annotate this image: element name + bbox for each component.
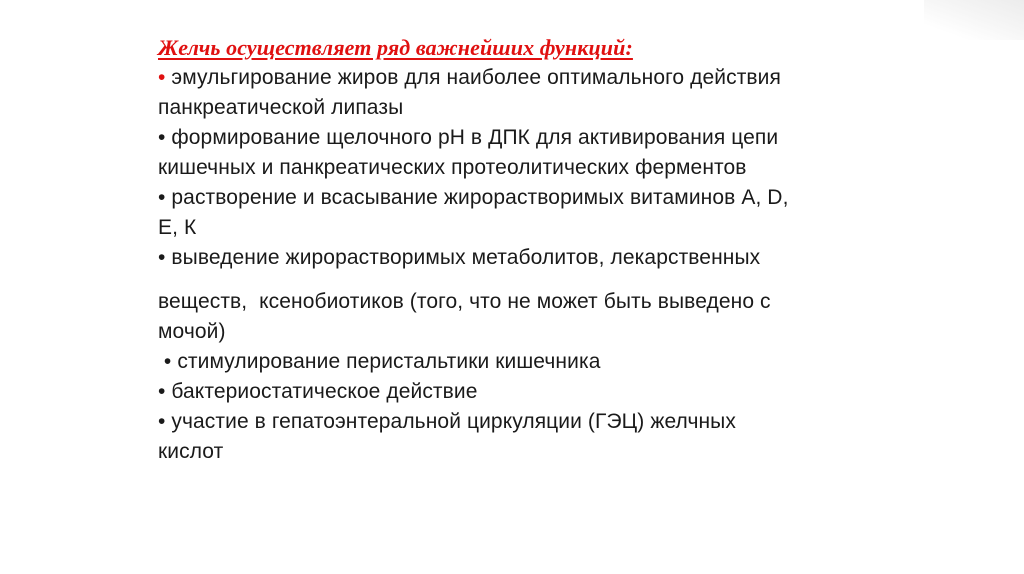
item-continuation: кишечных и панкреатических протеолитических ферментов bbox=[158, 156, 747, 179]
function-item-emulsification bbox=[158, 63, 878, 93]
item-text: эмульгирование жиров для наиболее оптимального действия bbox=[165, 66, 781, 89]
item-continuation: Е, К bbox=[158, 216, 197, 239]
bullet-marker: • bbox=[158, 66, 166, 89]
slide-content bbox=[158, 33, 878, 467]
item-continuation: панкреатической липазы bbox=[158, 96, 404, 119]
item-continuation: мочой) bbox=[158, 320, 226, 343]
slide-heading: Желчь осуществляет ряд важнейших функций: bbox=[158, 35, 633, 60]
item-continuation: веществ, ксенобиотиков (того, что не может быть выведено с bbox=[158, 290, 771, 313]
function-item-vitamins: • растворение и всасывание жирорастворимых витаминов А, D, bbox=[158, 186, 789, 209]
function-item-excretion: • выведение жирорастворимых метаболитов, лекарственных bbox=[158, 246, 761, 269]
function-item-circulation: • участие в гепатоэнтеральной циркуляции (ГЭЦ) желчных bbox=[158, 410, 736, 433]
function-item-ph: • формирование щелочного рН в ДПК для активирования цепи bbox=[158, 126, 779, 149]
corner-decoration bbox=[924, 0, 1024, 40]
function-item-bacteriostatic: • бактериостатическое действие bbox=[158, 380, 478, 403]
item-continuation: кислот bbox=[158, 440, 224, 463]
function-item-peristalsis: • стимулирование перистальтики кишечника bbox=[158, 350, 601, 373]
